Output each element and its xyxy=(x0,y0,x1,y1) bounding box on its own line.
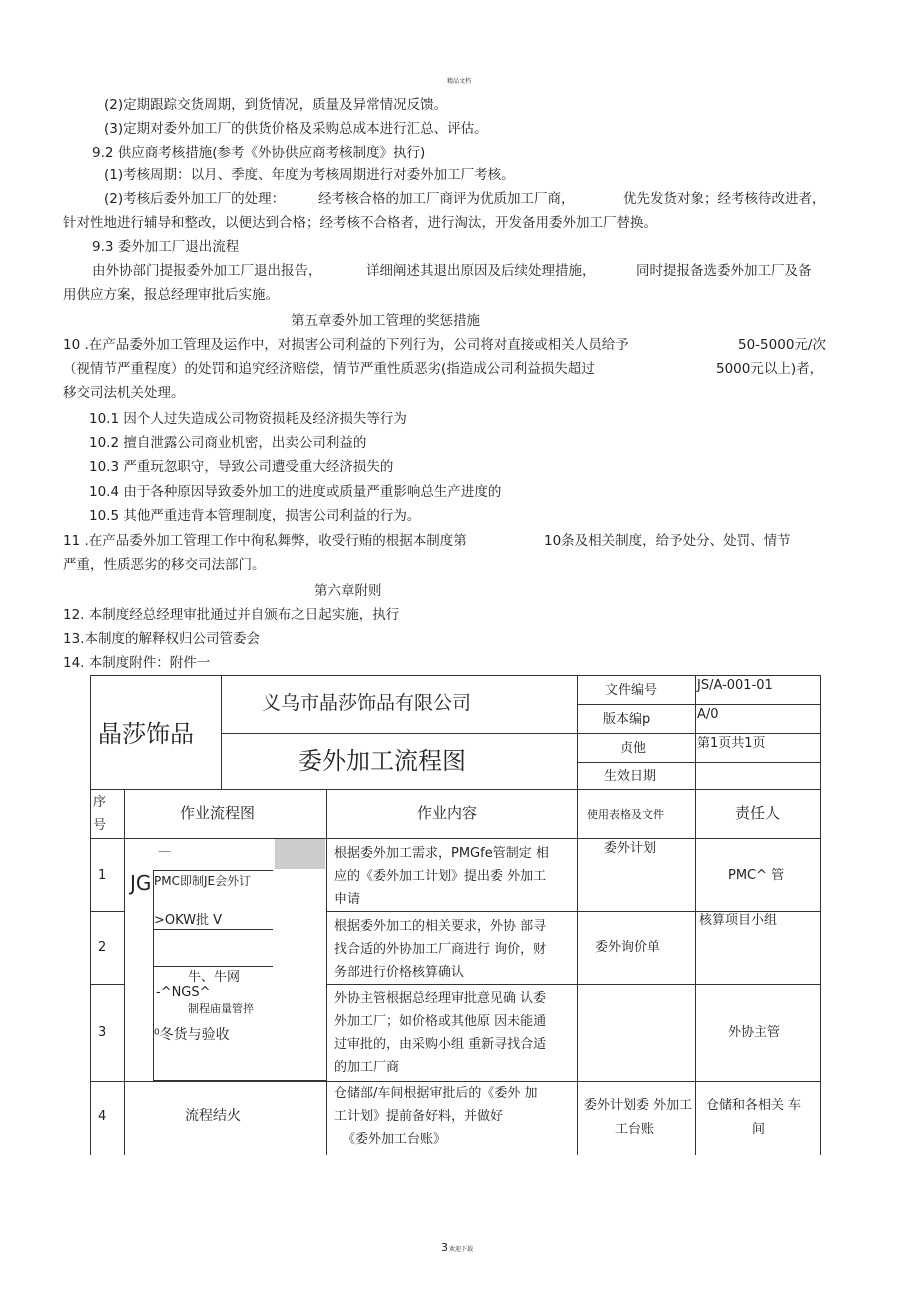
para-10-c: （视情节严重程度）的处罚和追究经济赔偿，情节严重性质恶劣(指造成公司利益损失超过 xyxy=(63,361,595,377)
flow-dash: — xyxy=(158,844,171,859)
para-13: 13.本制度的解释权归公司管委会 xyxy=(63,631,260,647)
flow-step-end: 流程结火 xyxy=(185,1108,241,1124)
row-3-content-3: 过审批的，由采购小组 重新寻找合适 xyxy=(334,1037,547,1052)
item-10-5: 10.5 其他严重违背本管理制度，损害公司利益的行为。 xyxy=(89,508,421,524)
meta-value-doc-no: JS/A-001-01 xyxy=(697,678,773,693)
meta-label-doc-no: 文件编号 xyxy=(605,683,658,698)
meta-label-version: 版本编p xyxy=(603,712,651,727)
item-10-3: 10.3 严重玩忽职守，导致公司遭受重大经济损失的 xyxy=(89,459,394,475)
row-2-content-3: 务部进行价格核算确认 xyxy=(334,965,465,980)
para-assess-handling-a: (2)考核后委外加工厂的处理： xyxy=(104,191,286,207)
row-4-seq: 4 xyxy=(98,1109,107,1124)
para-12: 12. 本制度经总经理审批通过并自颁布之日起实施，执行 xyxy=(63,607,400,623)
row-4-owner-1: 仓储和各相关 车 xyxy=(706,1098,802,1113)
row-1-seq: 1 xyxy=(98,868,107,883)
para-exit-c: 同时提报备选委外加工厂及备 xyxy=(636,263,812,279)
col-header-forms: 使用表格及文件 xyxy=(587,808,664,821)
para-assess-handling-b: 经考核合格的加工厂商评为优质加工厂商， xyxy=(318,191,575,207)
row-4-forms-1: 委外计划委 外加工 xyxy=(584,1098,693,1113)
row-1-content-1: 根据委外加工需求，PMGfe管制定 相 xyxy=(334,846,549,861)
row-1-content-3: 申请 xyxy=(334,892,361,907)
row-4-owner-2: 间 xyxy=(752,1122,766,1137)
para-10-d: 5000元以上)者， xyxy=(716,361,824,377)
para-10-b: 50-5000元/次 xyxy=(738,337,826,353)
para-assess-handling-2: 针对性地进行辅导和整改，以便达到合格；经考核不合格者，进行淘汰，开发备用委外加工厂替换。 xyxy=(63,215,657,231)
row-3-content-2: 外加工厂；如价格或其他原 因未能通 xyxy=(334,1014,547,1029)
row-2-owner: 核算项目小组 xyxy=(699,913,778,928)
para-exit-2: 用供应方案，报总经理审批后实施。 xyxy=(63,287,279,303)
item-10-2: 10.2 擅自泄露公司商业机密，出卖公司利益的 xyxy=(89,435,367,451)
meta-value-page: 第1页共1页 xyxy=(697,736,766,751)
footer-note: 欢迎下载 xyxy=(449,1246,474,1253)
row-2-forms: 委外询价单 xyxy=(595,940,661,955)
meta-label-page: 贞他 xyxy=(620,741,647,756)
para-11-b: 10条及相关制度，给予处分、处罚、情节 xyxy=(544,533,791,549)
col-header-flow: 作业流程图 xyxy=(180,804,256,822)
row-4-content-1: 仓储部/车间根据审批后的《委外 加 xyxy=(334,1086,538,1101)
para-assess-handling-c: 优先发货对象；经考核待改进者， xyxy=(623,191,826,207)
para-14: 14. 本制度附件：附件一 xyxy=(63,655,211,671)
para-11-c: 严重，性质恶劣的移交司法部门。 xyxy=(63,557,266,573)
para-assess-period: (1)考核周期：以月、季度、年度为考核周期进行对委外加工厂考核。 xyxy=(104,167,515,183)
row-1-forms: 委外计划 xyxy=(604,841,657,856)
col-header-seq-2: 号 xyxy=(93,818,107,833)
chapter-5-title: 第五章委外加工管理的奖惩措施 xyxy=(291,313,480,329)
company-name: 义乌市晶莎饰品有限公司 xyxy=(262,692,472,714)
para-exit-b: 详细阐述其退出原因及后续处理措施， xyxy=(366,263,596,279)
item-10-4: 10.4 由于各种原因导致委外加工的进度或质量严重影响总生产进度的 xyxy=(89,484,502,500)
flow-step-receive: ⁰冬货与验收 xyxy=(154,1027,230,1043)
page-number: 3 xyxy=(441,1241,448,1254)
row-2-content-1: 根据委外加工的相关要求，外协 部寻 xyxy=(334,919,547,934)
row-1-content-2: 应的《委外加工计划》提出委 外加工 xyxy=(334,869,547,884)
row-3-content-1: 外协主管根据总经理审批意见确 认委 xyxy=(334,991,547,1006)
brand-name: 晶莎饰品 xyxy=(98,720,194,748)
row-4-content-3: 《委外加工台账》 xyxy=(342,1132,447,1147)
row-4-forms-2: 工台账 xyxy=(615,1122,655,1137)
flow-step-pmc: PMC即制JE会外订 xyxy=(154,874,252,888)
row-1-owner: PMC^ 管 xyxy=(728,868,785,883)
row-3-seq: 3 xyxy=(98,1025,107,1040)
para-10-e: 移交司法机关处理。 xyxy=(63,385,185,401)
flow-jg: JG xyxy=(130,871,152,895)
flow-step-process: 制程庙量管捽 xyxy=(188,1002,254,1015)
flow-step-approve: >OKW批 V xyxy=(154,913,223,928)
flow-step-bull: 牛、牛网 xyxy=(188,970,241,985)
flow-chart-table xyxy=(90,675,820,1155)
para-3: (3)定期对委外加工厂的供货价格及采购总成本进行汇总、评估。 xyxy=(104,121,488,137)
header-label: 精品文档 xyxy=(447,78,472,85)
row-2-seq: 2 xyxy=(98,940,107,955)
meta-value-version: A/0 xyxy=(697,707,719,722)
row-2-content-2: 找合适的外协加工厂商进行 询价，财 xyxy=(334,942,547,957)
row-3-owner: 外协主管 xyxy=(728,1025,781,1040)
section-9-3: 9.3 委外加工厂退出流程 xyxy=(92,239,240,255)
row-3-content-4: 的加工厂商 xyxy=(334,1060,400,1075)
para-exit-a: 由外协部门提报委外加工厂退出报告， xyxy=(92,263,322,279)
row-4-content-2: 工计划》提前备好料，并做好 xyxy=(334,1109,504,1124)
document-title: 委外加工流程图 xyxy=(298,747,466,775)
chapter-6-title: 第六章附则 xyxy=(314,583,382,599)
para-11-a: 11 .在产品委外加工管理工作中徇私舞弊，收受行贿的根据本制度第 xyxy=(63,533,467,549)
col-header-owner: 责任人 xyxy=(735,804,781,822)
section-9-2: 9.2 供应商考核措施(参考《外协供应商考核制度》执行) xyxy=(92,145,426,161)
flow-step-ngs: -^NGS^ xyxy=(156,985,211,1000)
para-2: (2)定期跟踪交货周期，到货情况，质量及异常情况反馈。 xyxy=(104,97,448,113)
meta-label-effective-date: 生效日期 xyxy=(604,769,657,784)
para-10-a: 10 .在产品委外加工管理及运作中，对损害公司利益的下列行为，公司将对直接或相关人员给予 xyxy=(63,337,629,353)
item-10-1: 10.1 因个人过失造成公司物资损耗及经济损失等行为 xyxy=(89,411,407,427)
col-header-content: 作业内容 xyxy=(417,804,478,822)
col-header-seq-1: 序 xyxy=(93,795,107,810)
